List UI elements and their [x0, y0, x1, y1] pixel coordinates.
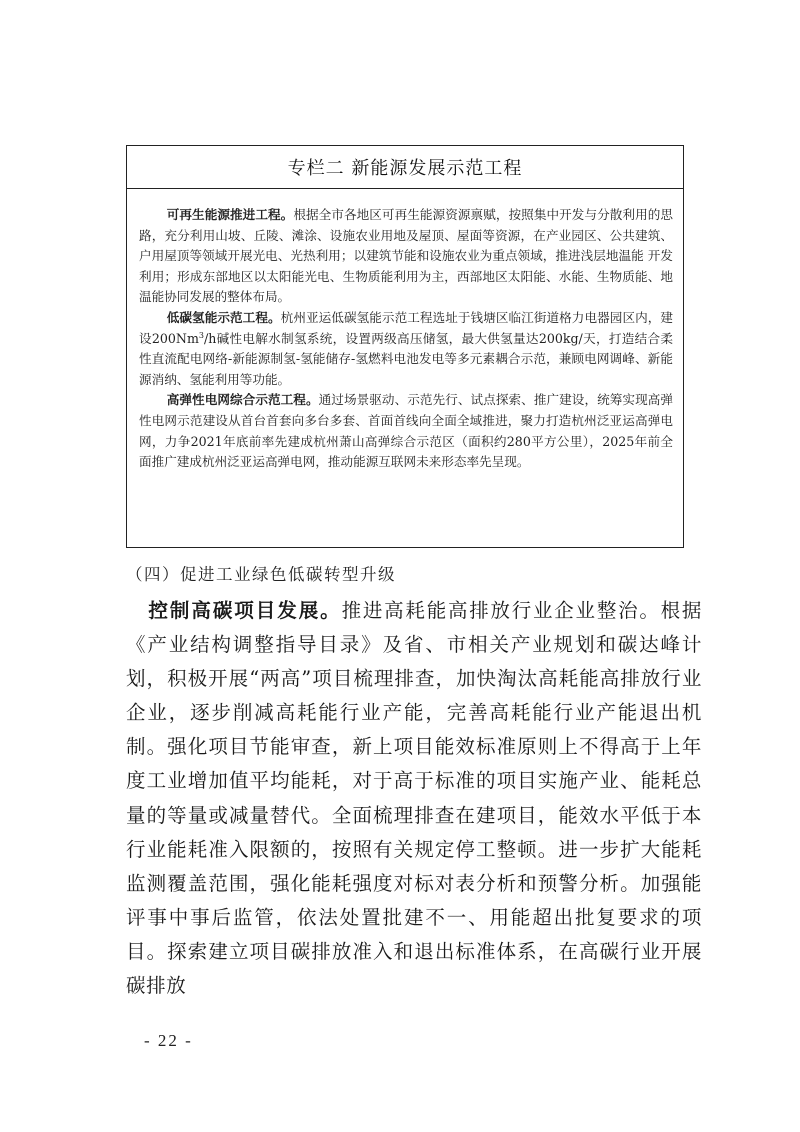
- main-paragraph: [126, 594, 702, 1003]
- box-body: [127, 189, 683, 473]
- main-paragraph-text: 推进高耗能高排放行业企业整治。根据《产业结构调整指导目录》及省、市相关产业规划和碳达峰计划，积极开展“两高”项目梳理排查，加快淘汰高耗能高排放行业企业，逐步削减高耗能行业产能，完善高耗能行业产能退出机制。强化项目节能审查，新上项目能效标准原则上不得高于上年度工业增加值平均能耗，对于高于标准的项目实施产业、能耗总量的等量或减量替代。全面梳理排查在建项目，能效水平低于本行业能耗准入限额的，按照有关规定停工整顿。进一步扩大能耗监测覆盖范围，强化能耗强度对标对表分析和预警分析。加强能评事中事后监管，依法处置批建不一、用能超出批复要求的项目。探索建立项目碳排放准入和退出标准体系，在高碳行业开展碳排放: [126, 599, 702, 998]
- main-paragraph-lead: 控制高碳项目发展。: [148, 599, 342, 622]
- box-paragraph-lead: 可再生能源推进工程。: [166, 207, 294, 222]
- box-paragraph-text: 通过场景驱动、示范先行、试点探索、推广建设，统筹实现高弹性电网示范建设从首台首套向多台多套、首面首线向全面全域推进，聚力打造杭州泛亚运高弹电网，力争2021年底前率先建成杭州萧山高弹综合示范区（面积约280平方公里），2025年前全面推广建成杭州泛亚运高弹电网，推动能源互联网未来形态率先呈现。: [139, 392, 674, 470]
- section-heading: （四）促进工业绿色低碳转型升级: [126, 565, 396, 584]
- box-paragraph-grid: [139, 390, 673, 472]
- main-body: [126, 594, 702, 1003]
- box-paragraph-hydrogen: [139, 308, 673, 390]
- box-paragraph-lead: 低碳氢能示范工程。: [166, 309, 281, 325]
- box-title: 专栏二 新能源发展示范工程: [127, 146, 683, 189]
- box-paragraph-text: 根据全市各地区可再生能源资源禀赋，按照集中开发与分散利用的思路，充分利用山坡、丘陵、滩涂、设施农业用地及屋顶、屋面等资源，在产业园区、公共建筑、户用屋顶等领域开展光电、光热利用；以建筑节能和设施农业为重点领域，推进浅层地温能 开发利用；形成东部地区以太阳能光电、生物质能利用为主，西部地区太阳能、水能、生物质能、地温能协同发展的整体布局。: [139, 207, 674, 305]
- box-paragraph-renewable: [139, 205, 673, 308]
- box-paragraph-lead: 高弹性电网综合示范工程。: [166, 392, 319, 408]
- superscript: 3: [198, 330, 204, 340]
- box-paragraph-text: /h碱性电解水制氢系统，设置两级高压储氢，最大供氢量达200kg/天，打造结合柔性直流配电网络-新能源制氢-氢能储存-氢燃料电池发电等多元素耦合示范，兼顾电网调峰、新能源消纳、氢能利用等功能。: [139, 330, 674, 387]
- sidebar-column-box: [126, 145, 684, 548]
- box-paragraph-text: 杭州亚运低碳氢能示范工程选址于钱塘区临江街道格力电器园区内，建设200Nm: [139, 309, 674, 346]
- page-number: - 22 -: [144, 1031, 193, 1050]
